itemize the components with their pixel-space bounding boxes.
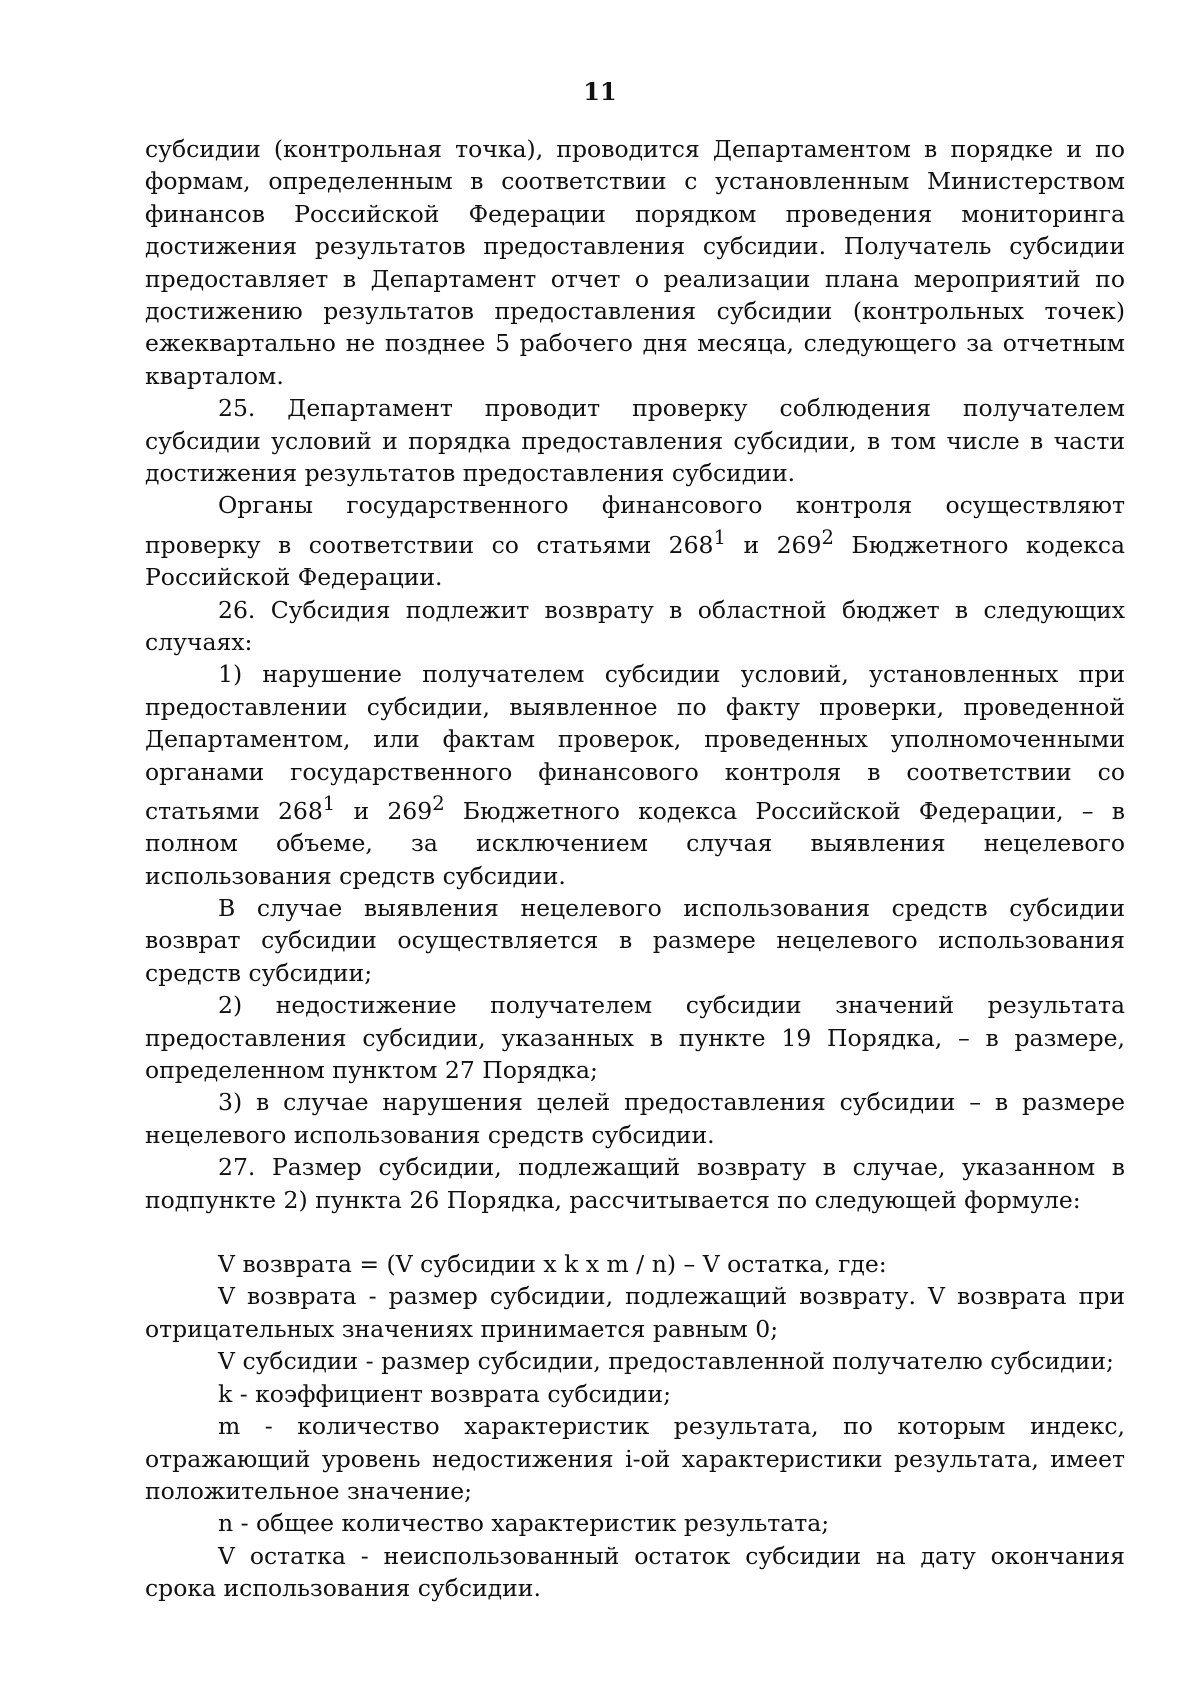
superscript: 1	[713, 525, 726, 549]
superscript: 1	[322, 791, 336, 815]
paragraph-monitoring: субсидии (контрольная точка), проводится Департаментом в порядке и по формам, определенным в соответствии с установленным Министерством финансов Российской Федерации порядком проведения мониторинга достижения результатов предоставления субсидии. Получатель субсидии предоставляет в Департамент отчет о реализации плана мероприятий по достижению результатов предоставления субсидии (контрольных точек) ежеквартально не позднее 5 рабочего дня месяца, следующего за отчетным кварталом.	[145, 135, 1125, 390]
paragraph-text: 1) нарушение получателем субсидии условий, установленных при предоставлении субсидии, выявленное по факту проверки, проведенной Департаментом, или фактам проверок, проведенных уполномоченными органами государственного финансового контроля в соответствии со статьями 268	[145, 660, 1125, 825]
definition-v-subsidy: V субсидии - размер субсидии, предоставленной получателю субсидии;	[218, 1347, 1114, 1376]
superscript: 2	[432, 791, 445, 815]
definition-v-remainder: V остатка - неиспользованный остаток субсидии на дату окончания срока использования субсидии.	[145, 1541, 1125, 1603]
definition-v-return: V возврата - размер субсидии, подлежащий возврату. V возврата при отрицательных значениях принимается равным 0;	[145, 1282, 1125, 1343]
definition-m: m - количество характеристик результата, по которым индекс, отражающий уровень недостижения i-ой характеристики результата, имеет положительное значение;	[145, 1412, 1125, 1505]
paragraph-26: 26. Субсидия подлежит возврату в областной бюджет в следующих случаях:	[145, 595, 1125, 656]
definition-k: k - коэффициент возврата субсидии;	[218, 1379, 672, 1408]
paragraph-text: Органы государственного финансового контроля осуществляют проверку в соответствии со статьями 268	[145, 491, 1125, 559]
paragraph-26-item-1	[145, 658, 1125, 892]
page-number: 11	[583, 77, 617, 106]
paragraph-25: 25. Департамент проводит проверку соблюдения получателем субсидии условий и порядка предоставления субсидии, в том числе в части достижения результатов предоставления субсидии.	[145, 394, 1125, 488]
paragraph-text: и 269	[725, 530, 822, 559]
paragraph-26-item-3: 3) в случае нарушения целей предоставления субсидии – в размере нецелевого использования средств субсидии.	[145, 1088, 1125, 1149]
superscript: 2	[821, 525, 834, 549]
paragraph-text: Бюджетного кодекса Российской Федерации.	[145, 530, 1125, 592]
formula: V возврата = (V субсидии x k x m / n) – V остатка, где:	[218, 1250, 887, 1279]
paragraph-26-item-2: 2) недостижение получателем субсидии значений результата предоставления субсидии, указанных в пункте 19 Порядка, – в размере, определенном пунктом 27 Порядка;	[145, 991, 1125, 1085]
paragraph-control-bodies	[145, 489, 1125, 593]
definition-n: n - общее количество характеристик результата;	[218, 1509, 830, 1538]
paragraph-text: Бюджетного кодекса Российской Федерации, – в полном объеме, за исключением случая выявления нецелевого использования средств субсидии.	[145, 796, 1125, 890]
document-body	[145, 133, 1125, 1605]
paragraph-text: и 269	[335, 796, 433, 825]
paragraph-misuse: В случае выявления нецелевого использования средств субсидии возврат субсидии осуществляется в размере нецелевого использования средств субсидии;	[145, 894, 1125, 987]
paragraph-27: 27. Размер субсидии, подлежащий возврату в случае, указанном в подпункте 2) пункта 26 Порядка, рассчитывается по следующей формуле:	[145, 1153, 1125, 1214]
